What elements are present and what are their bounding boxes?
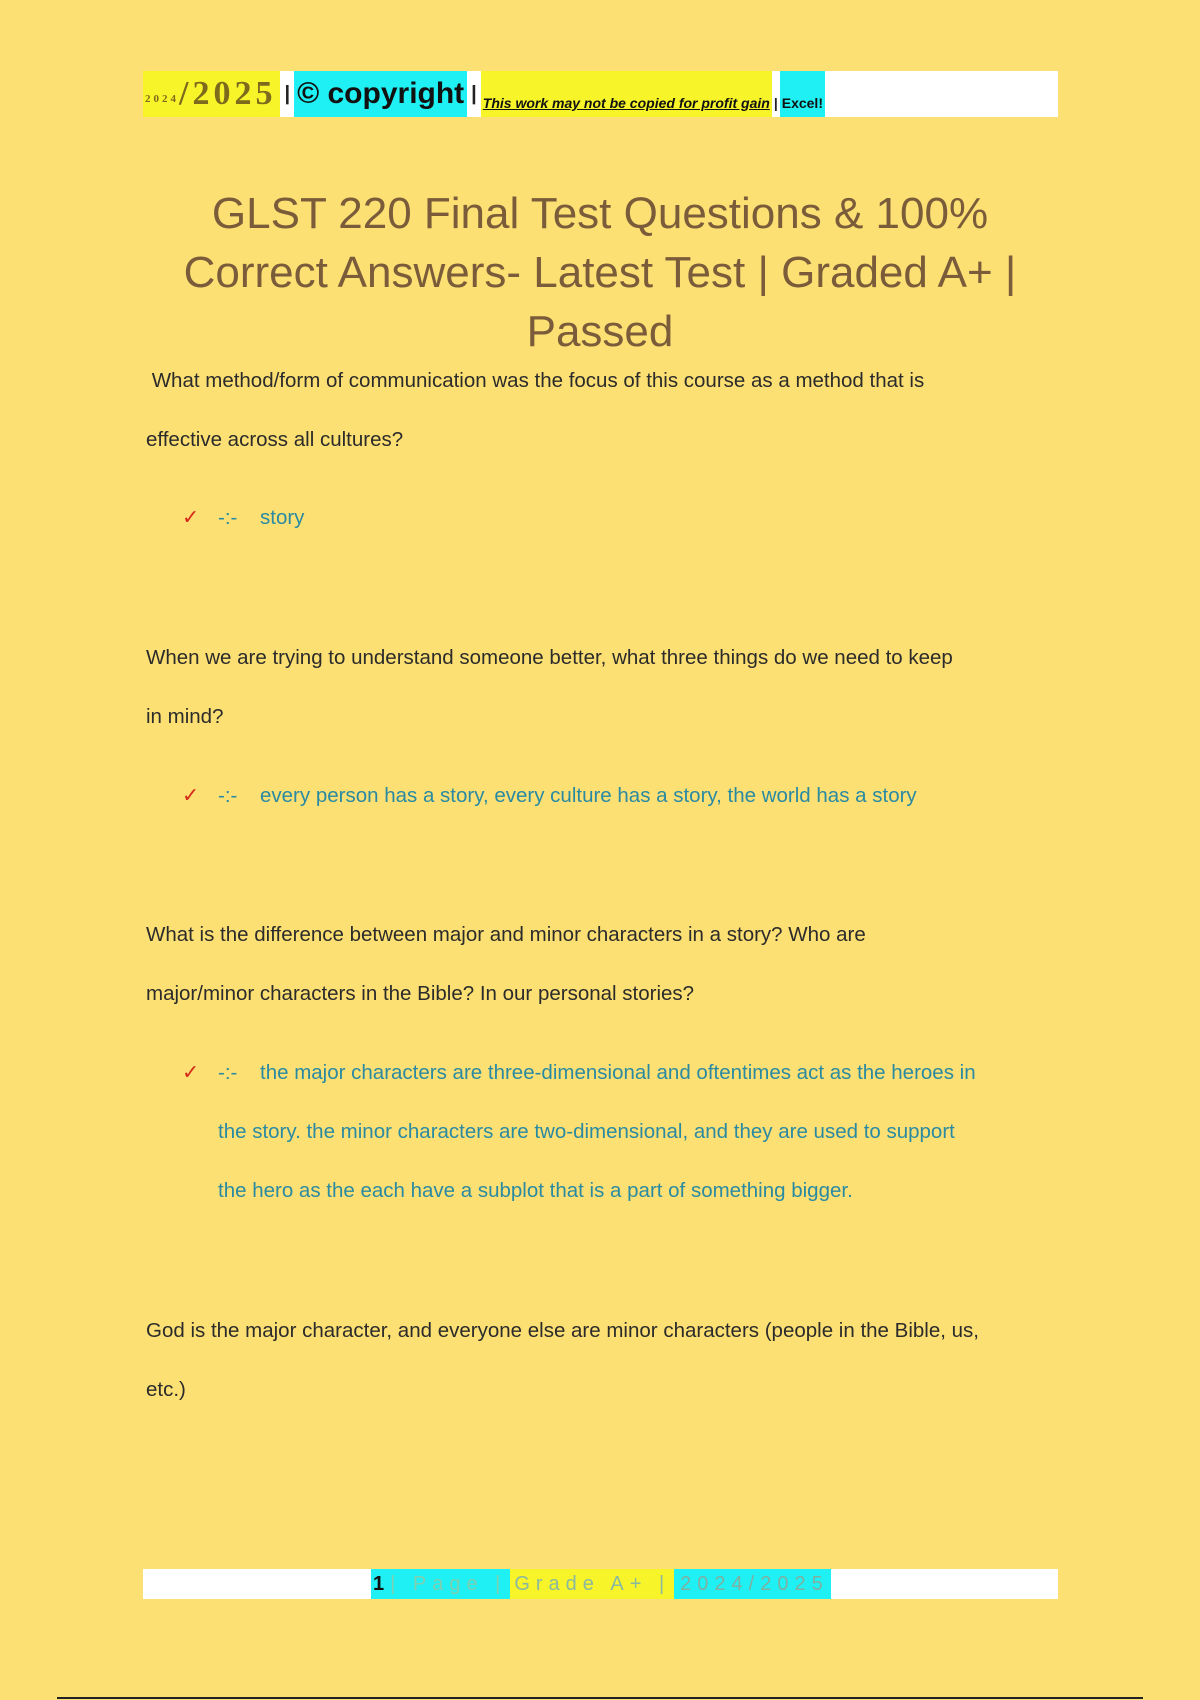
question-line: What method/form of communication was the focus of this course as a method that is <box>146 369 925 392</box>
header-banner <box>143 71 1058 117</box>
page-label: | Page | <box>390 1569 510 1599</box>
question-line: When we are trying to understand someone better, what three things do we need to keep <box>146 646 953 669</box>
question-line: major/minor characters in the Bible? In our personal stories? <box>146 982 695 1005</box>
question-line: in mind? <box>146 705 224 728</box>
header-separator: | <box>284 82 291 105</box>
header-excel: Excel! <box>780 71 825 117</box>
title-line: GLST 220 Final Test Questions & 100% <box>211 189 989 238</box>
answer-line: the story. the minor characters are two-dimensional, and they are used to support <box>218 1120 955 1143</box>
paragraph-line: etc.) <box>146 1378 186 1401</box>
answer-line <box>182 1043 1062 1102</box>
header-copy-notice: This work may not be copied for profit gain <box>481 71 772 117</box>
question-line: What is the difference between major and minor characters in a story? Who are <box>146 923 866 946</box>
question-3 <box>146 905 1056 1023</box>
extra-paragraph <box>146 1301 1056 1419</box>
footer-content <box>371 1569 831 1599</box>
header-separator: | <box>471 82 477 105</box>
header-year <box>143 71 280 117</box>
answer-text: the major characters are three-dimensional and oftentimes act as the heroes in <box>260 1061 976 1084</box>
header-year-small: 2024 <box>145 93 179 105</box>
title-line: Correct Answers- Latest Test | Graded A+ | <box>183 248 1017 297</box>
answer-marker: -:- <box>218 1061 238 1084</box>
header-year-big: /2025 <box>179 75 277 112</box>
title-line: Passed <box>526 307 674 356</box>
page-number: 1 <box>371 1569 390 1599</box>
answer-line <box>182 488 1062 547</box>
paragraph-line: God is the major character, and everyone else are minor characters (people in the Bible, us, <box>146 1319 979 1342</box>
page-bottom-rule <box>57 1697 1143 1699</box>
document-title <box>140 184 1060 361</box>
question-1 <box>146 351 1056 469</box>
footer-banner <box>143 1569 1058 1599</box>
answer-marker: -:- <box>218 784 238 807</box>
question-line: effective across all cultures? <box>146 428 404 451</box>
answer-text: story <box>260 506 305 529</box>
answer-text: every person has a story, every culture has a story, the world has a story <box>260 784 917 807</box>
checkmark-icon: ✓ <box>182 506 200 529</box>
header-copyright: © copyright <box>294 71 467 117</box>
header-separator: | <box>773 95 778 111</box>
answer-line <box>182 766 1062 825</box>
answer-3 <box>182 1043 1062 1220</box>
answer-line: the hero as the each have a subplot that is a part of something bigger. <box>218 1179 853 1202</box>
answer-2 <box>182 766 1062 825</box>
checkmark-icon: ✓ <box>182 1061 200 1084</box>
grade-label: Grade A+ | <box>510 1569 674 1599</box>
answer-marker: -:- <box>218 506 238 529</box>
answer-1 <box>182 488 1062 547</box>
checkmark-icon: ✓ <box>182 784 200 807</box>
footer-year: 2024/2025 <box>674 1569 831 1599</box>
question-2 <box>146 628 1056 746</box>
